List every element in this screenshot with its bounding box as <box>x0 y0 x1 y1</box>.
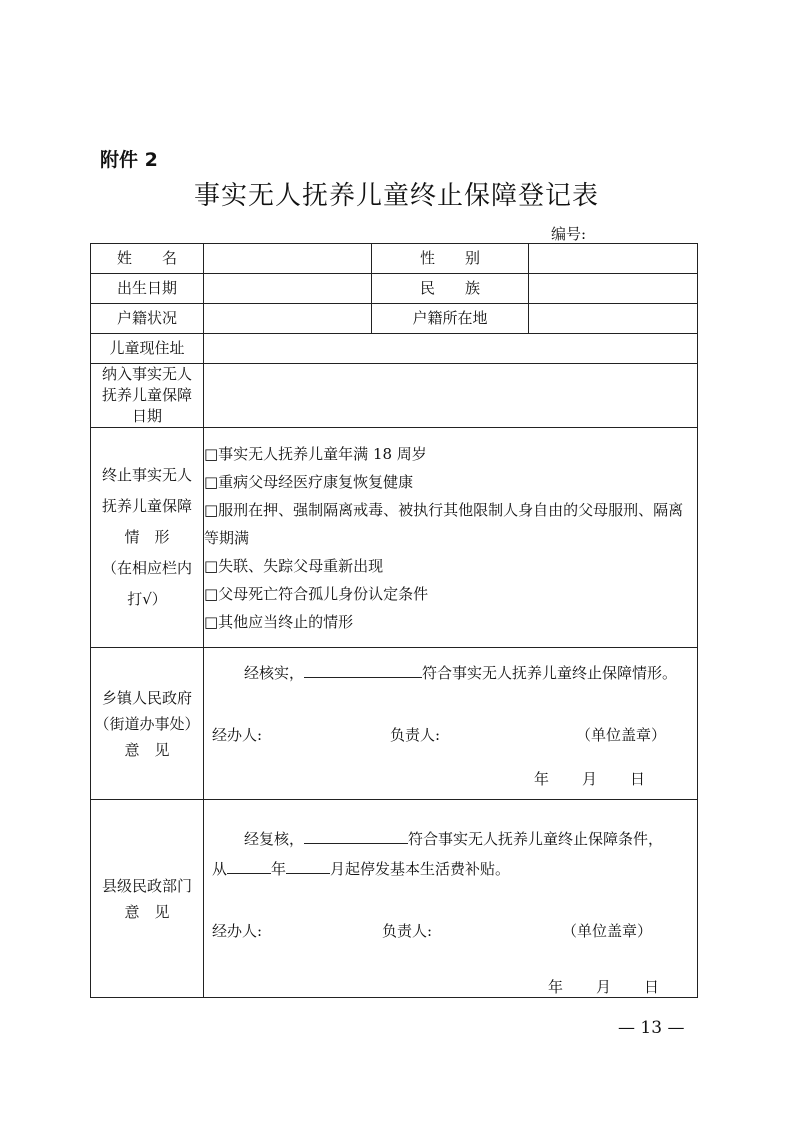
name-label: 姓 名 <box>91 244 204 274</box>
page-number: — 13 — <box>618 1018 685 1038</box>
option-checkbox[interactable]: □服刑在押、强制隔离戒毒、被执行其他限制人身自由的父母服刑、隔离等期满 <box>204 500 684 547</box>
township-opinion <box>204 648 698 800</box>
county-opinion-label <box>91 800 204 998</box>
termination-options <box>204 428 698 648</box>
verify-prefix: 经核实， <box>244 664 305 682</box>
ethnicity-field[interactable] <box>529 274 698 304</box>
gender-label: 性 别 <box>372 244 529 274</box>
year-mid-label: 年 <box>271 860 287 878</box>
review-suffix: 符合事实无人抚养儿童终止保障条件， <box>408 830 664 848</box>
review-prefix: 经复核， <box>244 830 305 848</box>
termination-label-line: 打√） <box>127 590 167 608</box>
address-field[interactable] <box>204 334 698 364</box>
leader-label: 负责人: <box>382 922 433 940</box>
township-label-line: 意 见 <box>124 740 170 759</box>
day-label: 日 <box>630 770 646 788</box>
county-label-line: 意 见 <box>124 902 170 921</box>
hukou-location-field[interactable] <box>529 304 698 334</box>
birth-date-label: 出生日期 <box>91 274 204 304</box>
year-label: 年 <box>534 770 550 788</box>
option-checkbox[interactable]: □事实无人抚养儿童年满 18 周岁 <box>204 444 427 463</box>
township-label-line: （街道办事处） <box>94 714 200 733</box>
attachment-label: 附件 2 <box>100 149 158 171</box>
option-checkbox[interactable]: □重病父母经医疗康复恢复健康 <box>204 472 414 491</box>
leader-label: 负责人: <box>390 726 441 744</box>
birth-date-field[interactable] <box>204 274 372 304</box>
month-mid-label: 月起停发基本生活费补贴。 <box>330 860 511 878</box>
from-label: 从 <box>212 860 228 878</box>
township-label-line: 乡镇人民政府 <box>101 688 192 707</box>
township-opinion-label <box>91 648 204 800</box>
enroll-date-field[interactable] <box>204 364 698 428</box>
hukou-location-label: 户籍所在地 <box>372 304 529 334</box>
seal-label: （单位盖章） <box>576 726 667 744</box>
month-label: 月 <box>582 770 598 788</box>
address-label: 儿童现住址 <box>91 334 204 364</box>
registration-form <box>90 243 698 998</box>
day-label: 日 <box>644 978 660 996</box>
enroll-date-label: 纳入事实无人抚养儿童保障日期 <box>91 364 204 428</box>
verify-blank[interactable] <box>304 663 422 678</box>
termination-label-line: （在相应栏内 <box>101 559 192 577</box>
option-checkbox[interactable]: □失联、失踪父母重新出现 <box>204 556 384 575</box>
option-checkbox[interactable]: □其他应当终止的情形 <box>204 612 354 631</box>
month-blank[interactable] <box>286 859 330 874</box>
month-label: 月 <box>596 978 612 996</box>
termination-label-line: 终止事实无人 <box>101 466 192 484</box>
option-checkbox[interactable]: □父母死亡符合孤儿身份认定条件 <box>204 584 429 603</box>
ethnicity-label: 民 族 <box>372 274 529 304</box>
hukou-status-field[interactable] <box>204 304 372 334</box>
handler-label: 经办人: <box>212 726 263 744</box>
form-title: 事实无人抚养儿童终止保障登记表 <box>193 181 599 211</box>
verify-suffix: 符合事实无人抚养儿童终止保障情形。 <box>422 664 678 682</box>
termination-label <box>91 428 204 648</box>
handler-label: 经办人: <box>212 922 263 940</box>
review-blank[interactable] <box>304 829 408 844</box>
year-label: 年 <box>548 978 564 996</box>
seal-label: （单位盖章） <box>562 922 653 940</box>
termination-label-line: 抚养儿童保障 <box>101 497 192 515</box>
hukou-status-label: 户籍状况 <box>91 304 204 334</box>
serial-number-label: 编号: <box>551 225 587 243</box>
name-field[interactable] <box>204 244 372 274</box>
gender-field[interactable] <box>529 244 698 274</box>
county-opinion <box>204 800 698 998</box>
county-label-line: 县级民政部门 <box>101 876 192 895</box>
year-blank[interactable] <box>227 859 271 874</box>
termination-label-line: 情 形 <box>124 528 170 546</box>
